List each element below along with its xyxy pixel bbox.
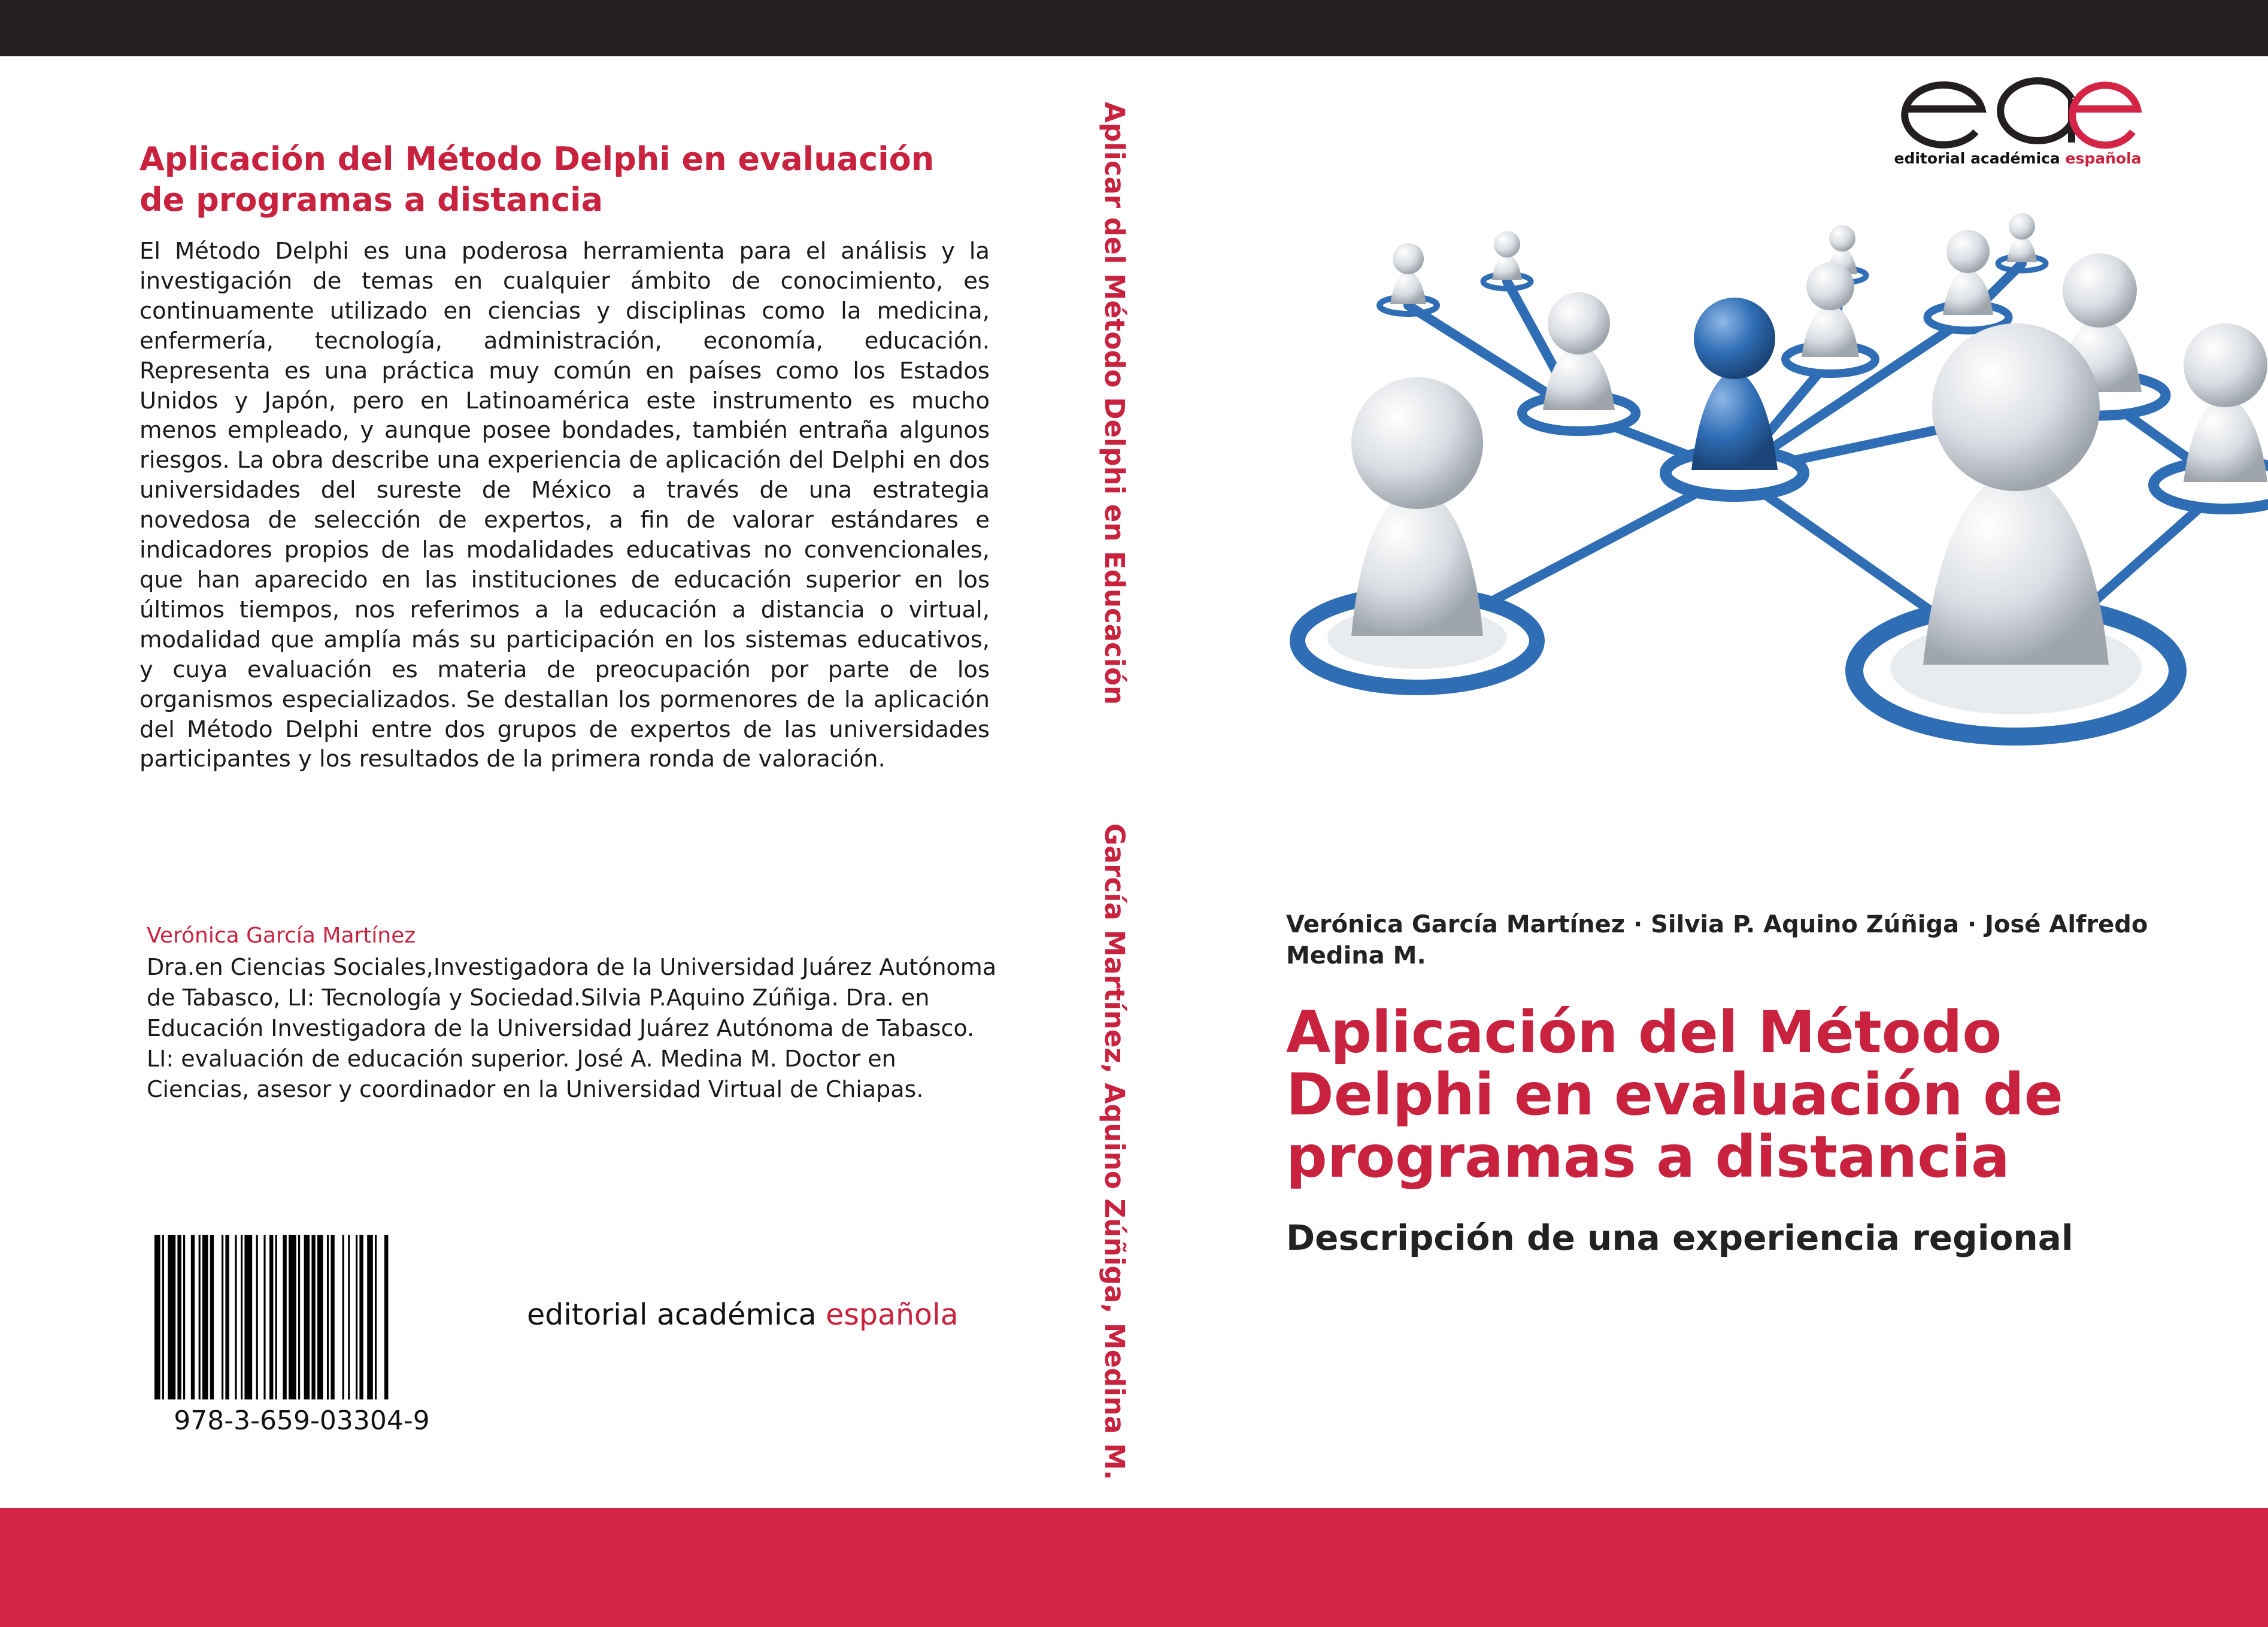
- back-cover-title: Aplicación del Método Delphi en evaluación de programas a distancia: [140, 140, 935, 219]
- author-name: Verónica García Martínez: [147, 923, 416, 948]
- barcode-bar: [348, 1235, 350, 1399]
- barcode-bar: [162, 1235, 164, 1399]
- barcode-bar: [311, 1235, 315, 1399]
- barcode-bar: [199, 1235, 201, 1399]
- barcode-bar: [367, 1235, 373, 1399]
- barcode-bar: [356, 1235, 357, 1399]
- publisher-text-accent: española: [826, 1298, 959, 1332]
- barcode-bar: [289, 1235, 296, 1399]
- barcode-bar: [210, 1235, 214, 1399]
- barcode-bar: [263, 1235, 265, 1399]
- barcode-bar: [331, 1235, 334, 1399]
- barcode-bar: [241, 1235, 242, 1399]
- top-band: [0, 0, 2268, 56]
- barcode-bar: [384, 1235, 388, 1399]
- front-title: Aplicación del Método Delphi en evaluación de programas a distancia: [1286, 999, 2063, 1190]
- spine-authors: García Martínez, Aquino Zúñiga, Medina M.: [1099, 823, 1130, 1480]
- barcode-bar: [256, 1235, 258, 1399]
- barcode-bar: [342, 1235, 344, 1399]
- people-network-illustration: [1172, 210, 2268, 901]
- isbn-number: 978-3-659-03304-9: [174, 1405, 430, 1436]
- barcode-bar: [222, 1235, 223, 1399]
- eae-logo-icon: [1892, 72, 2143, 153]
- barcode-bar: [327, 1235, 329, 1399]
- barcode-bar: [375, 1235, 377, 1399]
- publisher-text: editorial académica: [527, 1298, 826, 1332]
- barcode-bar: [283, 1235, 286, 1399]
- barcode-bar: [275, 1235, 277, 1399]
- barcode-bar: [298, 1235, 300, 1399]
- barcode-bar: [168, 1235, 175, 1399]
- eae-logo: [1892, 72, 2143, 177]
- author-bio: Dra.en Ciencias Sociales,Investigadora de la Universidad Juárez Autónoma de Tabasco, LI: Tecnología y Sociedad.Silvia P.Aquino Zúñiga. Dra. en Educación Investigadora de la Universidad Juárez Autónoma de Tabasco. LI: evaluación de educación superior. José A. Medina M. Doctor en Ciencias, asesor y coordinador en la Universidad Virtual de Chiapas.: [147, 954, 997, 1102]
- barcode-bar: [269, 1235, 273, 1399]
- bottom-band: [0, 1508, 2268, 1627]
- barcode-bar: [317, 1235, 323, 1399]
- barcode-bar: [202, 1235, 208, 1399]
- barcode-bar: [235, 1235, 236, 1399]
- front-subtitle: Descripción de una experiencia regional: [1286, 1217, 2073, 1258]
- barcode-bar: [225, 1235, 229, 1399]
- barcode-bar: [359, 1235, 363, 1399]
- barcode-bar: [177, 1235, 181, 1399]
- isbn-barcode: [154, 1235, 449, 1399]
- barcode-bar: [154, 1235, 160, 1399]
- logo-caption: editorial académica española: [1894, 150, 2142, 167]
- back-cover-blurb: El Método Delphi es una poderosa herramienta para el análisis y la investigación de temas en cualquier ámbito de conocimiento, es continuamente utilizado en ciencias y disciplinas como la medicina, enfermería, tecnología, administración, economía, educación. Representa es una práctica muy común en países como los Estados Unidos y Japón, pero en Latinoamérica este instrumento es mucho menos empleado, y aunque posee bondades, también entraña algunos riesgos. La obra describe una experiencia de aplicación del Delphi en dos universidades del sureste de México a través de una estrategia novedosa de selección de expertos, a fin de valorar estándares e indicadores propios de las modalidades educativas no convencionales, que han aparecido en las instituciones de educación superior en los últimos tiempos, nos referimos a la educación a distancia o virtual, modalidad que amplía más su participación en los sistemas educativos, y cuya evaluación es materia de preocupación por parte de los organismos especializados. Se destallan los pormenores de la aplicación del Método Delphi entre dos grupos de expertos de las universidades participantes y los resultados de la primera ronda de valoración.: [140, 238, 990, 773]
- barcode-bar: [244, 1235, 252, 1399]
- barcode-bar: [191, 1235, 195, 1399]
- barcode-bar: [183, 1235, 185, 1399]
- barcode-bar: [304, 1235, 310, 1399]
- spine-title: Aplicar del Método Delphi en Educación: [1099, 102, 1130, 705]
- front-authors: Verónica García Martínez · Silvia P. Aquino Zúñiga · José Alfredo Medina M.: [1286, 911, 2148, 969]
- back-publisher-name: [527, 1296, 988, 1334]
